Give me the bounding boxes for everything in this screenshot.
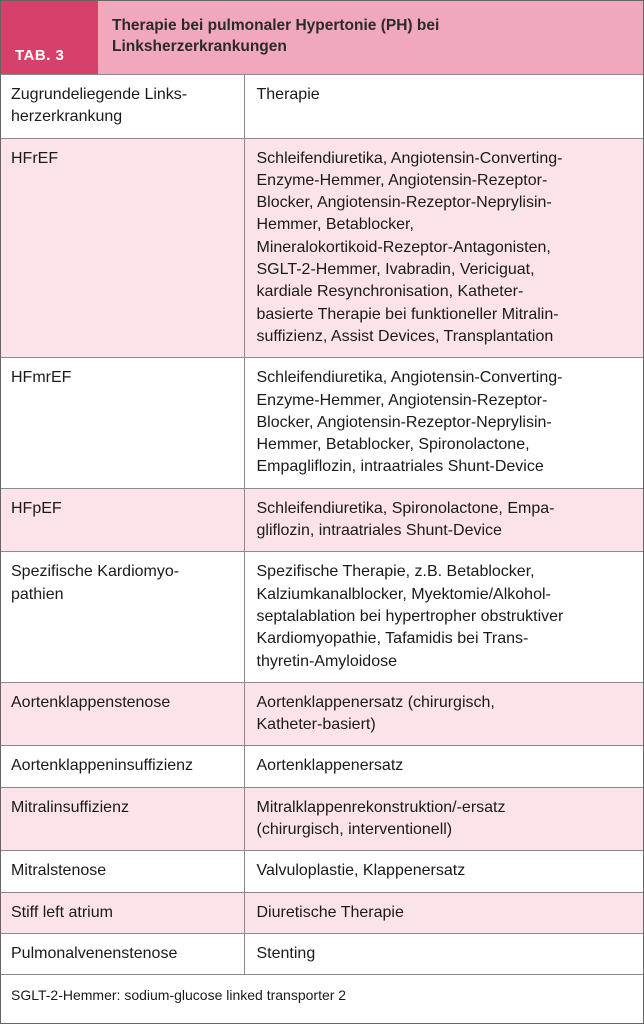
therapy-text-line: Blocker, Angiotensin-Rezeptor-Neprylisin- <box>256 194 552 212</box>
disease-text-line: HFpEF <box>11 499 62 517</box>
therapy-text-line: Katheter-basiert) <box>256 716 376 734</box>
disease-cell <box>1 892 244 933</box>
table-row <box>1 682 643 746</box>
disease-text-line: Spezifische Kardiomyo- <box>11 563 180 581</box>
therapy-table <box>1 74 643 974</box>
therapy-text-line: Valvuloplastie, Klappenersatz <box>256 862 466 880</box>
table-row <box>1 851 643 892</box>
disease-text-line: pathien <box>11 585 64 603</box>
therapy-text-line: suffizienz, Assist Devices, Transplantation <box>256 327 554 345</box>
disease-cell <box>1 682 244 746</box>
therapy-cell <box>244 138 643 358</box>
therapy-text-line: Enzyme-Hemmer, Angiotensin-Rezeptor- <box>256 171 548 189</box>
therapy-text-line: gliflozin, intraatriales Shunt-Device <box>256 522 502 540</box>
column-header-therapy: Therapie <box>244 75 643 139</box>
therapy-text-line: septalablation bei hypertropher obstruktiver <box>256 607 564 625</box>
therapy-text-line: Enzyme-Hemmer, Angiotensin-Rezeptor- <box>256 391 548 409</box>
therapy-text-line: Hemmer, Betablocker, <box>256 216 414 234</box>
therapy-cell <box>244 787 643 851</box>
table-row <box>1 892 643 933</box>
table-row <box>1 488 643 552</box>
therapy-text-line: Kardiomyopathie, Tafamidis bei Trans- <box>256 630 529 648</box>
disease-cell <box>1 787 244 851</box>
disease-text-line: HFmrEF <box>11 369 72 387</box>
table-title-line-1: Therapie bei pulmonaler Hypertonie (PH) bei <box>112 17 440 34</box>
therapy-cell <box>244 746 643 787</box>
disease-cell <box>1 552 244 682</box>
therapy-cell <box>244 488 643 552</box>
disease-cell <box>1 746 244 787</box>
therapy-text-line: kardiale Resynchronisation, Katheter- <box>256 283 524 301</box>
therapy-text-line: Kalziumkanalblocker, Myektomie/Alkohol- <box>256 585 551 603</box>
therapy-text-line: Aortenklappenersatz <box>256 757 404 775</box>
therapy-text-line: Schleifendiuretika, Angiotensin-Converting- <box>256 369 563 387</box>
therapy-cell <box>244 892 643 933</box>
disease-cell <box>1 488 244 552</box>
therapy-cell <box>244 358 643 488</box>
disease-cell <box>1 851 244 892</box>
therapy-text-line: Spezifische Therapie, z.B. Betablocker, <box>256 563 535 581</box>
disease-text-line: Mitralstenose <box>11 862 107 880</box>
table-row <box>1 933 643 974</box>
disease-text-line: Aortenklappenstenose <box>11 693 171 711</box>
column-header-row <box>1 75 643 139</box>
therapy-cell <box>244 682 643 746</box>
table-row <box>1 358 643 488</box>
disease-text-line: HFrEF <box>11 149 59 167</box>
therapy-text-line: Aortenklappenersatz (chirurgisch, <box>256 693 495 711</box>
disease-cell <box>1 358 244 488</box>
therapy-text-line: Mineralokortikoid-Rezeptor-Antagonisten, <box>256 238 551 256</box>
therapy-text-line: Blocker, Angiotensin-Rezeptor-Neprylisin- <box>256 413 552 431</box>
column-header-disease-line-2: herzerkrankung <box>11 108 123 126</box>
column-header-disease-line-1: Zugrundeliegende Links- <box>11 86 188 103</box>
table-row <box>1 746 643 787</box>
table-number-badge: TAB. 3 <box>1 1 98 74</box>
therapy-text-line: basierte Therapie bei funktioneller Mitralin- <box>256 305 559 323</box>
therapy-text-line: Schleifendiuretika, Angiotensin-Converting- <box>256 149 563 167</box>
disease-text-line: Mitralinsuffizienz <box>11 798 129 816</box>
therapy-text-line: thyretin-Amyloidose <box>256 652 397 670</box>
footnote: SGLT-2-Hemmer: sodium-glucose linked transporter 2 <box>1 974 643 1015</box>
table-title-line-2: Linksherzerkrankungen <box>112 38 287 55</box>
table-header <box>1 1 643 74</box>
disease-text-line: Aortenklappeninsuffizienz <box>11 757 194 775</box>
column-header-disease <box>1 75 244 139</box>
table-title <box>98 1 643 74</box>
therapy-text-line: Hemmer, Betablocker, Spironolactone, <box>256 436 530 454</box>
disease-cell <box>1 138 244 358</box>
therapy-cell <box>244 851 643 892</box>
therapy-text-line: SGLT-2-Hemmer, Ivabradin, Vericiguat, <box>256 261 535 279</box>
table-row <box>1 787 643 851</box>
table-row <box>1 552 643 682</box>
therapy-text-line: Stenting <box>256 944 316 962</box>
therapy-cell <box>244 552 643 682</box>
disease-text-line: Stiff left atrium <box>11 903 113 921</box>
therapy-text-line: Diuretische Therapie <box>256 903 404 921</box>
therapy-text-line: Empagliflozin, intraatriales Shunt-Device <box>256 458 544 476</box>
table-row <box>1 138 643 358</box>
therapy-text-line: Schleifendiuretika, Spironolactone, Empa- <box>256 499 555 517</box>
disease-cell <box>1 933 244 974</box>
therapy-text-line: Mitralklappenrekonstruktion/-ersatz <box>256 798 506 816</box>
disease-text-line: Pulmonalvenenstenose <box>11 944 178 962</box>
therapy-cell <box>244 933 643 974</box>
therapy-text-line: (chirurgisch, interventionell) <box>256 821 453 839</box>
